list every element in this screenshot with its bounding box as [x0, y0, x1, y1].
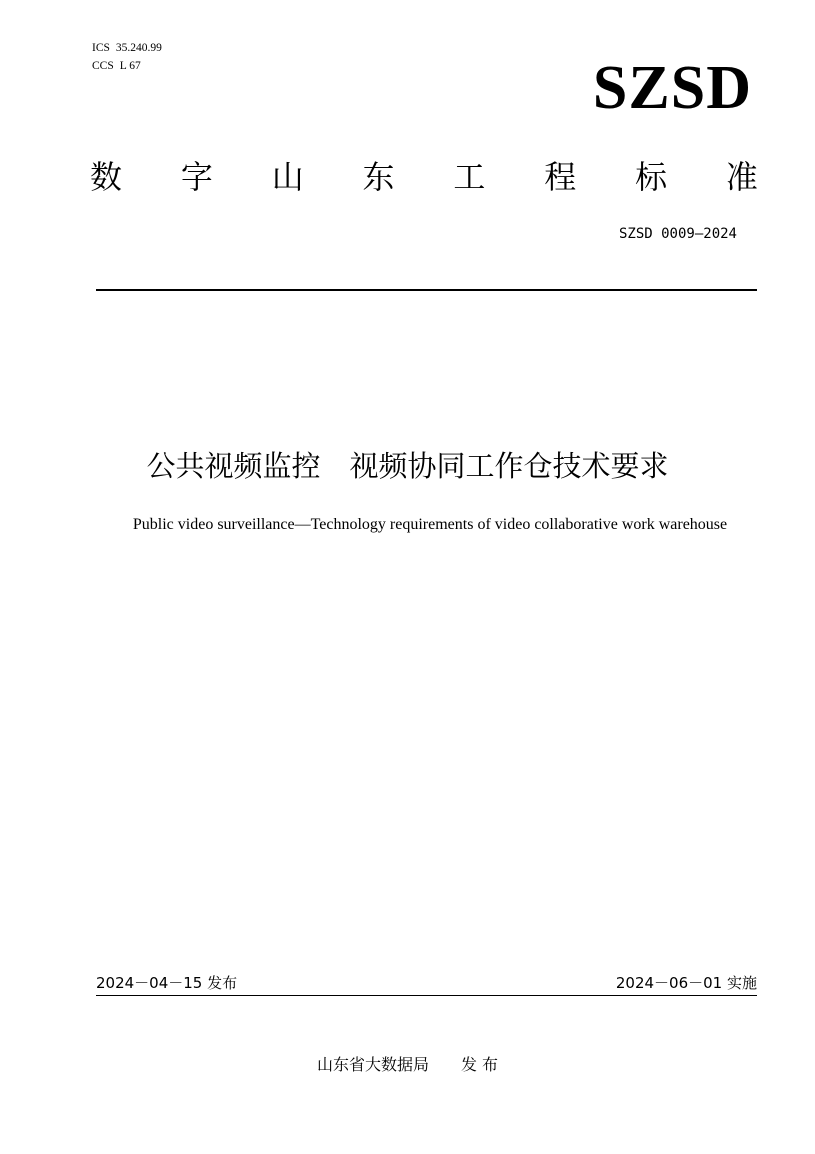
standard-type-char: 标 — [635, 158, 668, 196]
standard-type-char: 工 — [453, 158, 486, 196]
bottom-divider — [96, 995, 757, 996]
szsd-logo: SZSD — [592, 54, 752, 122]
ccs-row — [92, 57, 162, 75]
standard-type-heading — [90, 152, 758, 202]
ics-row — [92, 39, 162, 57]
standard-type-char: 准 — [725, 158, 758, 196]
standard-type-char: 数 — [90, 158, 123, 196]
ccs-code: L 67 — [119, 60, 141, 72]
publish-date: 2024－04－15 发布 — [96, 974, 238, 992]
ics-label: ICS — [92, 42, 110, 54]
publisher: 山东省大数据局 发 布 — [316, 1055, 499, 1074]
ics-code: 35.240.99 — [115, 42, 162, 54]
top-divider — [96, 289, 757, 291]
english-title: Public video surveillance—Technology requirements of video collaborative work warehouse — [132, 516, 728, 533]
standard-type-char: 山 — [271, 158, 304, 196]
classification-codes — [92, 39, 162, 75]
ccs-label: CCS — [92, 60, 114, 72]
chinese-title: 公共视频监控 视频协同工作仓技术要求 — [146, 449, 669, 483]
standard-type-char: 东 — [362, 158, 395, 196]
implement-date: 2024－06－01 实施 — [615, 974, 757, 992]
standard-type-char: 字 — [180, 158, 213, 196]
standard-number: SZSD 0009—2024 — [618, 226, 737, 242]
standard-type-char: 程 — [544, 158, 577, 196]
